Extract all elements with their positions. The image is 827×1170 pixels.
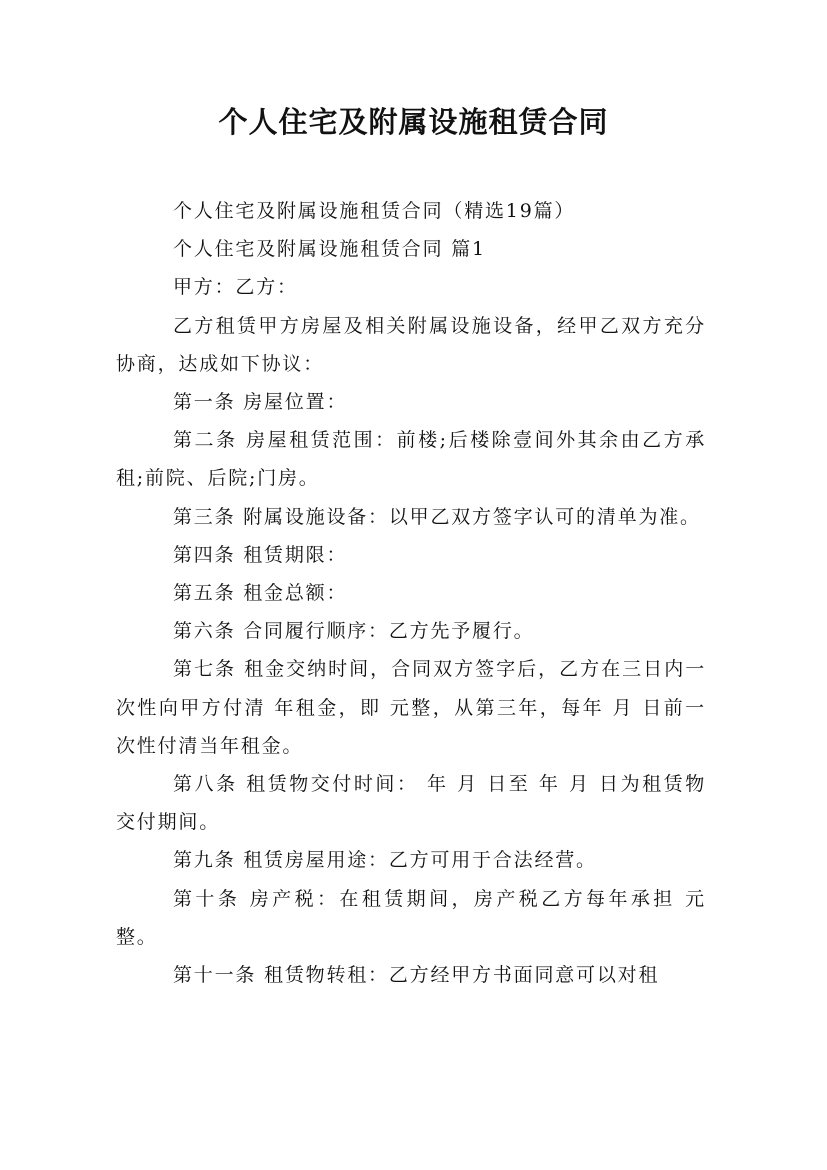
paragraph-article-4: 第四条 租赁期限： bbox=[173, 543, 348, 566]
paragraph-article-6: 第六条 合同履行顺序：乙方先予履行。 bbox=[173, 620, 535, 643]
paragraph-article-8: 第八条 租赁物交付时间： 年 月 日至 年 月 日为租赁物交付期间。 bbox=[116, 773, 706, 834]
document-title: 个人住宅及附属设施租赁合同 bbox=[218, 105, 609, 139]
document-body bbox=[116, 192, 706, 994]
paragraph-parties: 甲方：乙方： bbox=[173, 276, 298, 299]
paragraph-article-10: 第十条 房产税：在租赁期间，房产税乙方每年承担 元整。 bbox=[116, 887, 706, 948]
paragraph-section-heading: 个人住宅及附属设施租赁合同 篇1 bbox=[173, 238, 486, 261]
paragraph-article-11: 第十一条 租赁物转租：乙方经甲方书面同意可以对租 bbox=[173, 964, 660, 987]
paragraph-article-3: 第三条 附属设施设备：以甲乙双方签字认可的清单为准。 bbox=[173, 505, 701, 528]
paragraph-article-1: 第一条 房屋位置： bbox=[173, 391, 348, 414]
paragraph-preamble: 乙方租赁甲方房屋及相关附属设施设备，经甲乙双方充分协商，达成如下协议： bbox=[116, 314, 706, 375]
paragraph-article-7: 第七条 租金交纳时间，合同双方签字后，乙方在三日内一次性向甲方付清 年租金，即 元整，从第三年，每年 月 日前一次性付清当年租金。 bbox=[116, 658, 706, 757]
paragraph-article-2: 第二条 房屋租赁范围：前楼;后楼除壹间外其余由乙方承租;前院、后院;门房。 bbox=[116, 429, 706, 490]
paragraph-subtitle: 个人住宅及附属设施租赁合同（精选19篇） bbox=[173, 200, 576, 222]
paragraph-article-9: 第九条 租赁房屋用途：乙方可用于合法经营。 bbox=[173, 849, 597, 872]
paragraph-article-5: 第五条 租金总额： bbox=[173, 582, 348, 605]
